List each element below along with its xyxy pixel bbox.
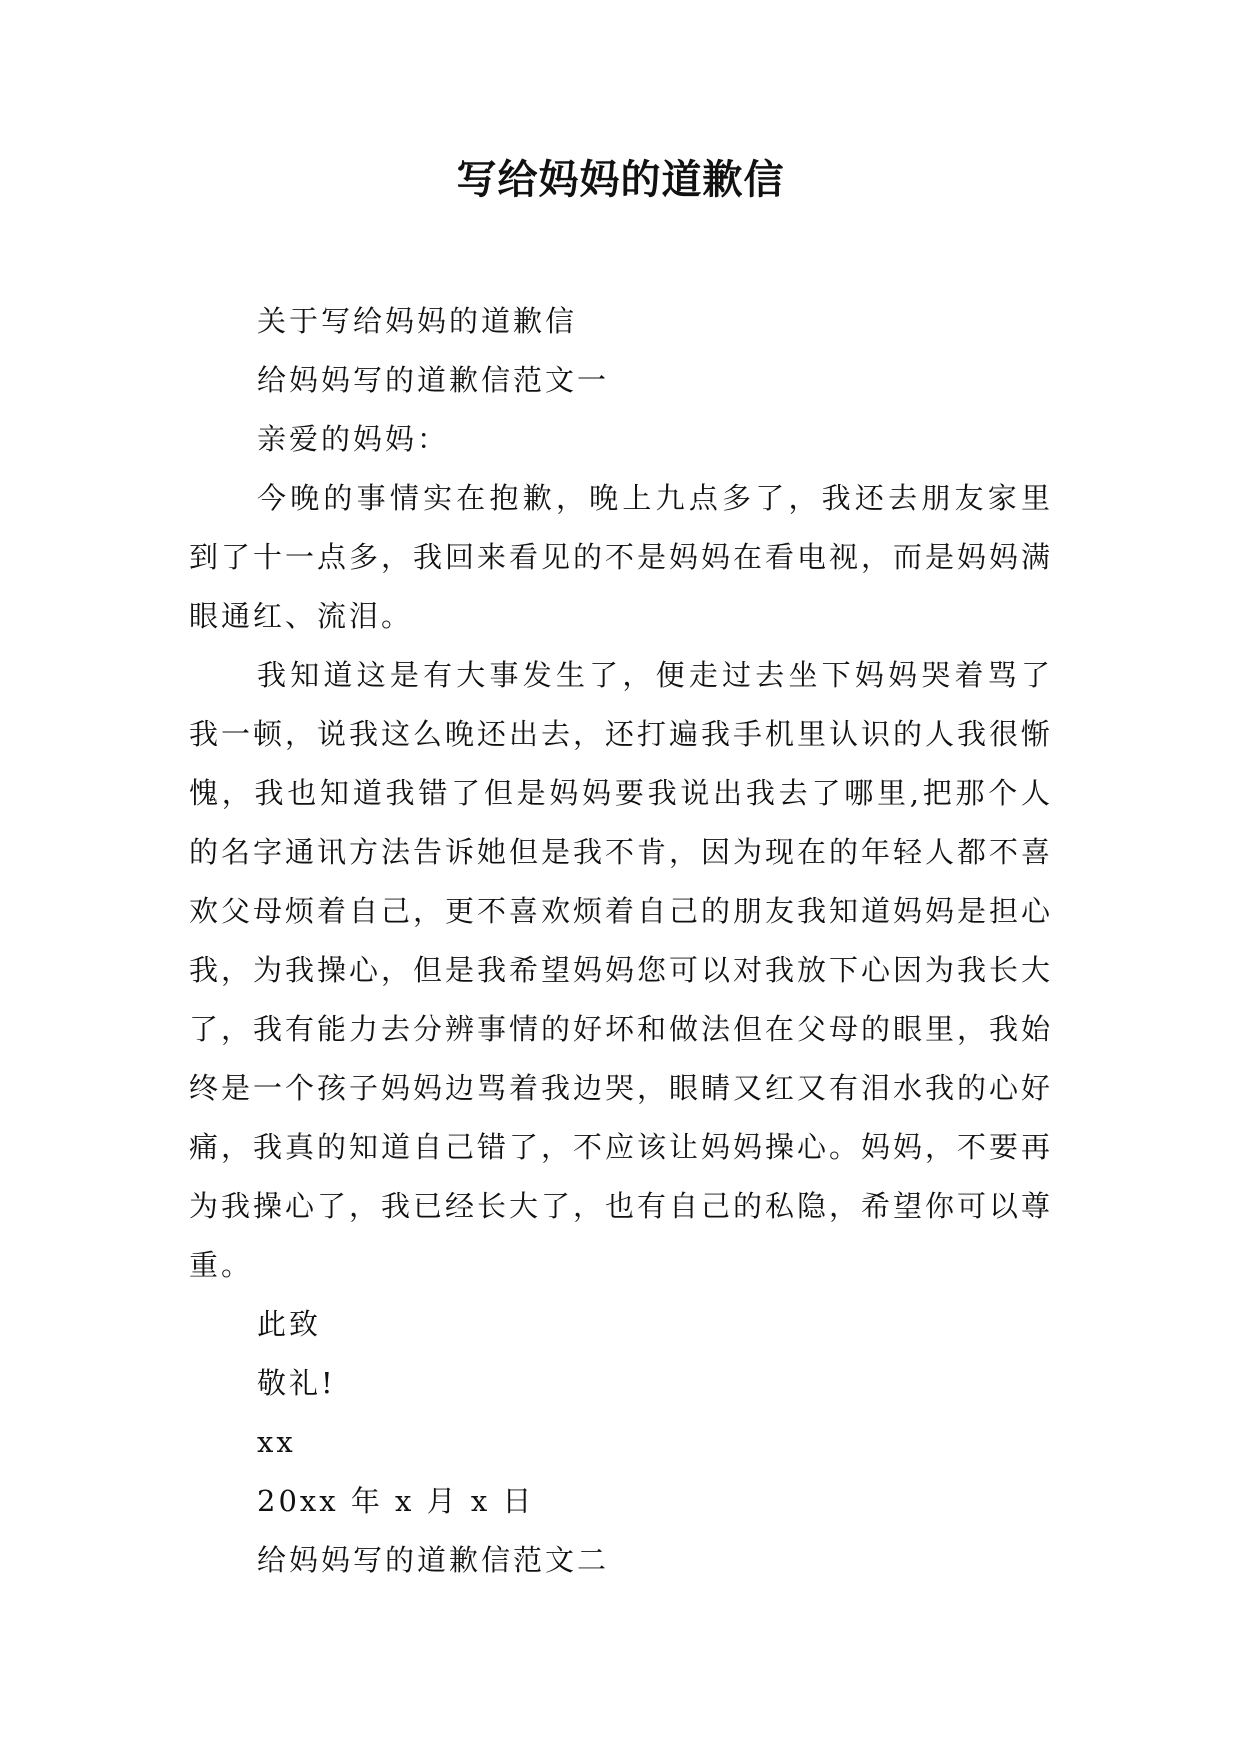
closing-regards: 敬礼! <box>257 1366 336 1400</box>
section-heading: 给妈妈写的道歉信范文一 <box>257 363 610 397</box>
body-paragraph: 我知道这是有大事发生了，便走过去坐下妈妈哭着骂了我一顿，说我这么晚还出去，还打遍我手机里认识的人我很惭愧，我也知道我错了但是妈妈要我说出我去了哪里,把那个人的名字通讯方法告诉她但是我不肯，因为现在的年轻人都不喜欢父母烦着自己，更不喜欢烦着自己的朋友我知道妈妈是担心我，为我操心，但是我希望妈妈您可以对我放下心因为我长大了，我有能力去分辨事情的好坏和做法但在父母的眼里，我始终是一个孩子妈妈边骂着我边哭，眼睛又红又有泪水我的心好痛，我真的知道自己错了，不应该让妈妈操心。妈妈，不要再为我操心了，我已经长大了，也有自己的私隐，希望你可以尊重。 <box>189 658 1054 1282</box>
closing-line: 此致 <box>257 1307 322 1341</box>
subtitle-paragraph: 关于写给妈妈的道歉信 <box>257 304 578 338</box>
section-heading: 给妈妈写的道歉信范文二 <box>257 1543 610 1577</box>
salutation: 亲爱的妈妈： <box>257 422 450 456</box>
body-paragraph: 今晚的事情实在抱歉，晚上九点多了，我还去朋友家里到了十一点多，我回来看见的不是妈妈在看电视，而是妈妈满眼通红、流泪。 <box>189 481 1054 633</box>
signature-date: 20xx 年 x 月 x 日 <box>257 1484 535 1518</box>
document-body <box>189 292 1053 1590</box>
signature-name: xx <box>257 1425 296 1459</box>
document-title: 写给妈妈的道歉信 <box>456 157 785 203</box>
